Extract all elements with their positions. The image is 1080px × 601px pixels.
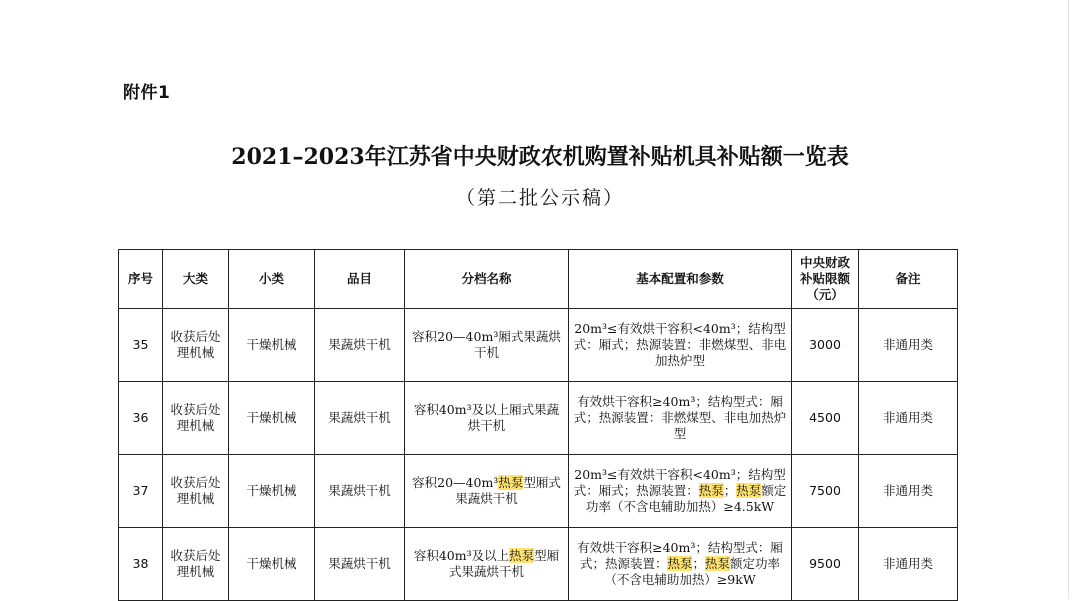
cell-grade [405,528,569,601]
cell-text: 有效烘干容积≥40m³；结构型式：厢式；热源装置： [577,540,783,571]
cell-grade [405,455,569,528]
cell-note: 非通用类 [859,382,958,455]
cell-config [569,382,792,455]
cell-no: 35 [119,309,163,382]
cell-subsidy: 4500 [792,382,859,455]
table-row [119,455,958,528]
document-subtitle: （第二批公示稿） [455,187,624,209]
highlighted-text: 热泵 [705,556,731,571]
cell-text: 型厢式果蔬烘干机 [448,548,560,579]
highlighted-text: 热泵 [736,483,762,498]
cell-category: 收获后处理机械 [163,309,229,382]
cell-text: ； [692,556,705,571]
cell-config [569,455,792,528]
attachment-label: 附件1 [123,83,171,103]
table-row [119,382,958,455]
header-no: 序号 [119,250,163,309]
cell-text: 型厢式果蔬烘干机 [455,475,561,506]
cell-subcategory: 干燥机械 [229,455,315,528]
table-row [119,309,958,382]
cell-grade [405,309,569,382]
cell-text: 容积20—40m³厢式果蔬烘干机 [412,329,561,360]
cell-subsidy: 3000 [792,309,859,382]
header-item: 品目 [315,250,405,309]
cell-subcategory: 干燥机械 [229,382,315,455]
cell-text: ； [723,483,737,498]
table-header-row [119,250,958,309]
cell-text: 容积40m³及以上 [413,548,510,563]
cell-text: 20m³≤有效烘干容积<40m³；结构型式：厢式；热源装置：非燃煤型、非电加热炉型 [573,321,787,368]
highlighted-text: 热泵 [498,475,524,490]
cell-config [569,528,792,601]
cell-note: 非通用类 [859,455,958,528]
header-subcategory: 小类 [229,250,315,309]
cell-item: 果蔬烘干机 [315,309,405,382]
cell-no: 36 [119,382,163,455]
cell-config [569,309,792,382]
header-category: 大类 [163,250,229,309]
cell-text: 容积40m³及以上厢式果蔬烘干机 [413,402,560,433]
cell-subcategory: 干燥机械 [229,528,315,601]
cell-category: 收获后处理机械 [163,455,229,528]
cell-text: 额定功率（不含电辅助加热）≥9kW [604,556,781,587]
cell-note: 非通用类 [859,309,958,382]
subsidy-table [118,249,958,601]
cell-text: 额定功率（不含电辅助加热）≥4.5kW [585,483,787,514]
highlighted-text: 热泵 [667,556,693,571]
cell-no: 38 [119,528,163,601]
page-edge-divider [1068,0,1069,599]
highlighted-text: 热泵 [698,483,724,498]
cell-no: 37 [119,455,163,528]
header-note: 备注 [859,250,958,309]
cell-text: 容积20—40m³ [412,475,499,490]
cell-text: 20m³≤有效烘干容积<40m³；结构型式：厢式；热源装置： [573,467,786,498]
cell-text: 有效烘干容积≥40m³；结构型式：厢式；热源装置：非燃煤型、非电加热炉型 [573,394,787,441]
header-grade: 分档名称 [405,250,569,309]
cell-subcategory: 干燥机械 [229,309,315,382]
cell-category: 收获后处理机械 [163,528,229,601]
table-row [119,528,958,601]
cell-grade [405,382,569,455]
header-subsidy: 中央财政补贴限额（元） [792,250,859,309]
cell-category: 收获后处理机械 [163,382,229,455]
document-title: 2021–2023年江苏省中央财政农机购置补贴机具补贴额一览表 [231,144,849,170]
cell-item: 果蔬烘干机 [315,382,405,455]
cell-subsidy: 9500 [792,528,859,601]
highlighted-text: 热泵 [509,548,535,563]
cell-item: 果蔬烘干机 [315,455,405,528]
cell-item: 果蔬烘干机 [315,528,405,601]
header-config: 基本配置和参数 [569,250,792,309]
cell-subsidy: 7500 [792,455,859,528]
cell-note: 非通用类 [859,528,958,601]
